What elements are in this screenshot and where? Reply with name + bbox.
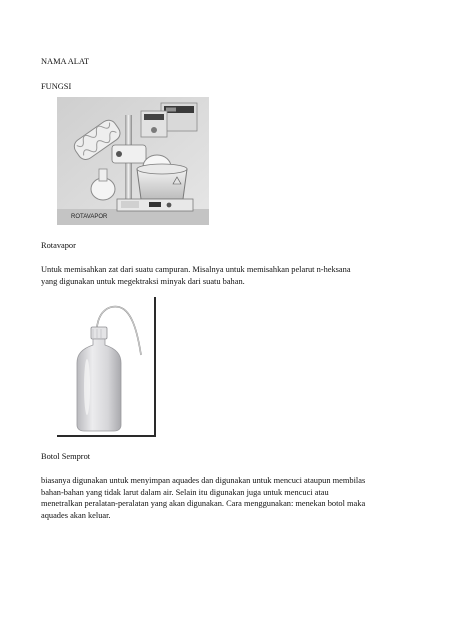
description-line: bahan-bahan yang tidak larut dalam air. Selain itu digunakan juga untuk mencuci atau xyxy=(41,487,329,497)
description-line: aquades akan keluar. xyxy=(41,510,111,520)
heading-nama-alat: NAMA ALAT xyxy=(41,57,90,66)
rotavapor-photo xyxy=(57,97,209,225)
item-name-rotavapor: Rotavapor xyxy=(41,241,76,250)
item-name-botol-semprot: Botol Semprot xyxy=(41,452,91,461)
heading-fungsi: FUNGSI xyxy=(41,82,72,91)
description-line: Untuk memisahkan zat dari suatu campuran. Misalnya untuk memisahkan pelarut n-heksana xyxy=(41,265,351,274)
description-line: menetralkan peralatan-peralatan yang akan digunakan. Cara menggunakan: menekan botol maka xyxy=(41,499,366,508)
description-line: yang digunakan untuk megektraksi minyak dari suatu bahan. xyxy=(41,276,245,286)
wash-bottle-photo xyxy=(57,297,156,437)
rotavapor-photo-caption: ROTAVAPOR xyxy=(71,214,108,220)
description-line: biasanya digunakan untuk menyimpan aquades dan digunakan untuk mencuci ataupun membilas xyxy=(41,476,366,485)
item-description-botol-semprot xyxy=(41,475,365,521)
item-description-rotavapor xyxy=(41,264,351,287)
